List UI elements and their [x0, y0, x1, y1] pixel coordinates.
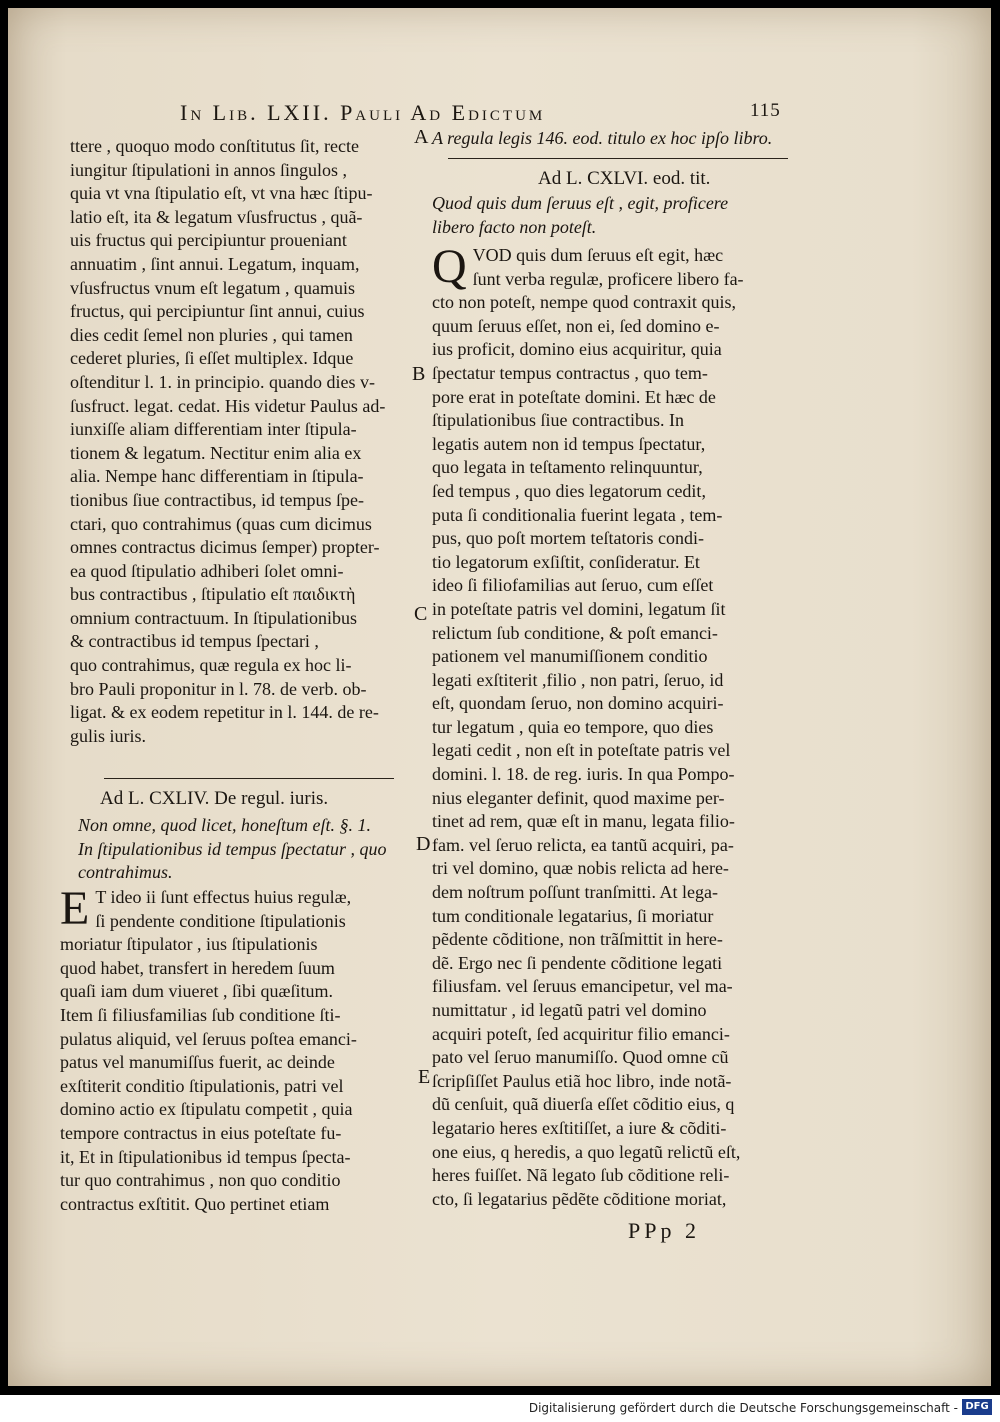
text-line: eſt, quondam ſeruo, non domino acquiri- — [432, 693, 724, 714]
text-line: dies cedit ſemel non pluries , qui tamen — [70, 324, 353, 345]
footer-bar — [0, 1395, 1000, 1422]
text-line: fructus, qui percipiuntur ſint annui, cuius — [70, 301, 365, 322]
text-line: quia vt vna ſtipulatio eſt, vt vna hæc ſtipu- — [70, 183, 373, 204]
text-line: pato vel ſeruo manumiſſo. Quod omne cũ — [432, 1047, 729, 1068]
text-line: puta ſi conditionalia fuerint legata , tem- — [432, 504, 723, 525]
text-line: one eius, q heredis, a quo legatũ relictũ eſt, — [432, 1141, 741, 1162]
text-line: acquiri poteſt, ſed acquiritur filio emanci- — [432, 1023, 730, 1044]
subtitle-line: In ſtipulationibus id tempus ſpectatur , quo — [78, 838, 387, 859]
section-subtitle-left — [78, 814, 418, 885]
dropcap-letter: Q — [432, 240, 467, 293]
text-line: quo legata in teſtamento relinquuntur, — [432, 457, 703, 478]
text-line: ſed tempus , quo dies legatorum cedit, — [432, 480, 706, 501]
text-line: tionibus ſiue contractibus, id tempus ſpe- — [70, 489, 364, 510]
subtitle-line: Non omne, quod licet, honeſtum eſt. §. 1. — [78, 815, 371, 835]
text-line: legati cedit , non eſt in poteſtate patris vel — [432, 740, 731, 761]
text-line: bro Pauli proponitur in l. 78. de verb. ob- — [70, 678, 367, 699]
margin-letter-a: A — [414, 126, 429, 148]
text-line: & contractibus id tempus ſpectari , — [70, 631, 319, 652]
text-line: cederet pluries, ſi eſſet multiplex. Idque — [70, 348, 354, 369]
text-line: quaſi iam dum viueret , ſibi quæſitum. — [60, 981, 333, 1002]
section-subtitle-right — [432, 192, 802, 239]
text-line: ea quod ſtipulatio adhiberi ſolet omni- — [70, 560, 344, 581]
text-line: pẽdente cõditione, non trãſmittit in here- — [432, 929, 723, 950]
dropcap-letter: E — [60, 882, 90, 935]
text-line: oſtenditur l. 1. in principio. quando dies v- — [70, 371, 375, 392]
left-column — [70, 135, 416, 748]
section-body-left — [60, 882, 412, 1216]
funding-notice: Digitalisierung gefördert durch die Deutsche Forschungsgemeinschaft - — [528, 1401, 958, 1415]
folio-number: 115 — [750, 100, 781, 121]
text-line: moriatur ſtipulator , ius ſtipulationis — [60, 934, 318, 955]
text-line: tio legatorum exſiſtit, conſideratur. Et — [432, 551, 700, 572]
text-line: tinet ad rem, quæ eſt in manu, legata filio- — [432, 811, 735, 832]
text-line: pus, quo poſt mortem teſtatoris condi- — [432, 528, 704, 549]
text-line: filiusfam. vel ſeruus emancipetur, vel ma- — [432, 976, 733, 997]
text-line: it, Et in ſtipulationibus id tempus ſpecta- — [60, 1146, 351, 1167]
text-line: ius proficit, domino eius acquiritur, quia — [432, 339, 722, 360]
signature-mark: PPp 2 — [628, 1218, 700, 1243]
text-line: numittatur , id legatũ patri vel domino — [432, 1000, 707, 1020]
text-line: pore erat in poteſtate domini. Et hæc de — [432, 386, 716, 407]
text-line: vſusfructus vnum eſt legatum , quamuis — [70, 277, 355, 298]
margin-letter-d: D — [416, 833, 431, 855]
text-line: omnes contractus dicimus ſemper) propter- — [70, 537, 380, 558]
text-line: dũ cenſuit, quã diuerſa eſſet cõditio eius, q — [432, 1094, 735, 1115]
text-line: domini. l. 18. de reg. iuris. In qua Pompo- — [432, 764, 735, 785]
text-line: latio eſt, ita & legatum vſusfructus , quã- — [70, 206, 363, 227]
text-line: ttere , quoquo modo conſtitutus ſit, recte — [70, 136, 359, 156]
section-heading-left: Ad L. CXLIV. De regul. iuris. — [100, 788, 329, 809]
text-line: uis fructus qui percipiuntur proueniant — [70, 230, 347, 251]
text-line: gulis iuris. — [70, 725, 147, 746]
text-line: exſtiterit conditio ſtipulationis, patri vel — [60, 1075, 344, 1096]
text-line: tri vel domino, quæ nobis relicta ad here- — [432, 858, 729, 879]
text-line: Item ſi filiusfamilias ſub conditione ſti- — [60, 1004, 341, 1025]
text-line: ſcripſiſſet Paulus etiã hoc libro, inde notã- — [432, 1070, 732, 1091]
text-line: T ideo ii ſunt effectus huius regulæ, — [95, 887, 352, 907]
text-line: bus contractibus , ſtipulatio eſt παιδικτὴ — [70, 584, 356, 605]
text-line: ſi pendente conditione ſtipulationis — [95, 910, 346, 931]
subtitle-line: Quod quis dum ſeruus eſt , egit, proficere — [432, 193, 729, 213]
text-line: relictum ſub conditione, & poſt emanci- — [432, 622, 718, 643]
running-title: In Lib. LXII. Pauli Ad Edictum — [180, 100, 546, 125]
text-line: pulatus aliquid, vel ſeruus poſtea emanci- — [60, 1028, 357, 1049]
text-line: legatis autem non id tempus ſpectatur, — [432, 433, 706, 454]
dfg-logo-icon: DFG — [962, 1399, 992, 1415]
text-line: ſpectatur tempus contractus , quo tem- — [432, 362, 708, 383]
book-page — [8, 8, 991, 1386]
text-line: alia. Nempe hanc differentiam in ſtipula- — [70, 466, 364, 487]
text-line: domino actio ex ſtipulatu competit , quia — [60, 1099, 353, 1120]
subtitle-line: libero facto non poteſt. — [432, 216, 597, 237]
section-rule — [448, 158, 788, 159]
text-line: tempore contractus in eius poteſtate fu- — [60, 1122, 342, 1143]
text-line: legati exſtiterit ,filio , non patri, ſeruo, id — [432, 669, 724, 690]
margin-letter-b: B — [412, 363, 426, 385]
text-line: quod habet, transfert in heredem ſuum — [60, 957, 335, 978]
text-line: dem noſtrum poſſunt tranſmitti. At lega- — [432, 882, 718, 903]
text-line: cto non poteſt, nempe quod contraxit quis, — [432, 292, 736, 313]
text-line: cto, ſi legatarius pẽdẽte cõditione moriat, — [432, 1188, 727, 1209]
margin-letter-e: E — [418, 1066, 431, 1088]
text-line: quo contrahimus, quæ regula ex hoc li- — [70, 655, 352, 676]
text-line: omnium contractuum. In ſtipulationibus — [70, 607, 357, 628]
subtitle-line: contrahimus. — [78, 862, 173, 883]
text-line: quum ſeruus eſſet, non ei, ſed domino e- — [432, 315, 720, 336]
text-line: VOD quis dum ſeruus eſt egit, hæc — [472, 245, 724, 265]
text-line: tum conditionale legatarius, ſi moriatur — [432, 905, 714, 926]
text-line: tur quo contrahimus , non quo conditio — [60, 1170, 341, 1191]
text-line: contractus exſtitit. Quo pertinet etiam — [60, 1193, 330, 1214]
text-line: ſusfruct. legat. cedat. His videtur Paulus ad- — [70, 395, 386, 416]
text-line: iunxiſſe aliam differentiam inter ſtipula- — [70, 419, 357, 440]
text-line: in poteſtate patris vel domini, legatum ſit — [432, 598, 726, 619]
text-line: ligat. & ex eodem repetitur in l. 144. de re- — [70, 702, 379, 723]
text-line: tur legatum , quia eo tempore, quo dies — [432, 716, 714, 737]
text-line: iungitur ſtipulationi in annos ſingulos , — [70, 159, 347, 180]
text-line: pationem vel manumiſſionem conditio — [432, 646, 708, 667]
section-heading-right: Ad L. CXLVI. eod. tit. — [538, 168, 711, 189]
text-line: patus vel manumiſſus fuerit, ac deinde — [60, 1052, 335, 1073]
margin-letter-c: C — [414, 603, 428, 625]
text-line: ſunt verba regulæ, proficere libero fa- — [472, 268, 744, 289]
text-line: tionem & legatum. Nectitur enim alia ex — [70, 442, 362, 463]
text-line: ideo ſi filiofamilias aut ſeruo, cum eſſet — [432, 575, 714, 596]
text-line: ſtipulationibus ſiue contractibus. In — [432, 410, 684, 431]
text-line: fam. vel ſeruo relicta, ea tantũ acquiri, pa- — [432, 834, 734, 855]
section-rule — [104, 778, 394, 779]
running-header — [180, 100, 820, 126]
right-column-body — [432, 240, 802, 1211]
text-line: ctari, quo contrahimus (quas cum dicimus — [70, 513, 372, 534]
right-first-line: A regula legis 146. eod. titulo ex hoc ipſo libro. — [432, 128, 773, 148]
text-line: heres fuiſſet. Nã legato ſub cõditione reli- — [432, 1165, 730, 1186]
text-line: legatario heres exſtitiſſet, a iure & cõditi- — [432, 1117, 727, 1138]
text-line: nius eleganter definit, quod maxime per- — [432, 787, 725, 808]
text-line: annuatim , ſint annui. Legatum, inquam, — [70, 253, 360, 274]
text-line: dẽ. Ergo nec ſi pendente cõditione legati — [432, 952, 723, 973]
